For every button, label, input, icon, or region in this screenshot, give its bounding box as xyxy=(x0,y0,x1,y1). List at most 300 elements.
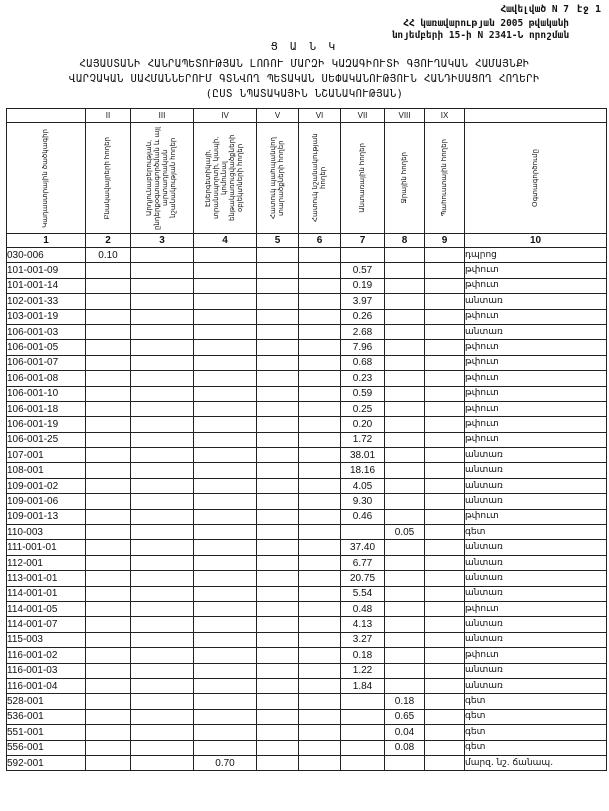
area-cell xyxy=(131,278,194,293)
cadastral-code-cell: 116-001-03 xyxy=(7,663,86,678)
area-cell xyxy=(341,709,385,724)
table-row xyxy=(7,586,607,601)
table-body xyxy=(7,248,607,771)
cadastral-code-cell: 114-001-01 xyxy=(7,586,86,601)
area-cell xyxy=(299,386,341,401)
usage-cell: դպրոց xyxy=(465,248,607,263)
area-cell xyxy=(385,417,425,432)
area-cell: 9.30 xyxy=(341,494,385,509)
area-cell xyxy=(194,371,257,386)
column-number: 3 xyxy=(131,234,194,248)
cadastral-code-cell: 106-001-18 xyxy=(7,401,86,416)
area-cell xyxy=(131,586,194,601)
area-cell xyxy=(257,509,299,524)
table-row xyxy=(7,555,607,570)
area-cell xyxy=(257,340,299,355)
area-cell xyxy=(385,540,425,555)
column-header-water-lands xyxy=(385,123,425,234)
area-cell xyxy=(299,755,341,770)
roman-header: II xyxy=(86,109,131,123)
area-cell xyxy=(86,432,131,447)
area-cell xyxy=(257,371,299,386)
area-cell xyxy=(299,678,341,693)
cadastral-code-cell: 101-001-14 xyxy=(7,278,86,293)
usage-cell: անտառ xyxy=(465,478,607,493)
column-number: 9 xyxy=(425,234,465,248)
area-cell xyxy=(425,448,465,463)
area-cell: 37.40 xyxy=(341,540,385,555)
area-cell xyxy=(131,494,194,509)
area-cell xyxy=(299,340,341,355)
area-cell xyxy=(425,525,465,540)
area-cell xyxy=(257,632,299,647)
column-number-row xyxy=(7,234,607,248)
document-title-line-2: ՎԱՐՉԱԿԱՆ ՍԱՀՄԱՆՆԵՐՈՒՄ ԳՏՆՎՈՂ ՊԵՏԱԿԱՆ ՍԵՓԱԿԱՆՈՒԹՅՈՒՆ ՀԱՆԴԻՍԱՑՈՂ ՀՈՂԵՐԻ xyxy=(69,73,540,85)
column-number: 4 xyxy=(194,234,257,248)
area-cell xyxy=(341,755,385,770)
area-cell xyxy=(299,417,341,432)
area-cell xyxy=(194,386,257,401)
table-row xyxy=(7,263,607,278)
usage-cell: թփուտ xyxy=(465,309,607,324)
area-cell: 0.19 xyxy=(341,278,385,293)
usage-cell: թփուտ xyxy=(465,340,607,355)
area-cell xyxy=(131,740,194,755)
area-cell xyxy=(257,617,299,632)
area-cell xyxy=(86,294,131,309)
area-cell xyxy=(341,725,385,740)
area-cell xyxy=(425,725,465,740)
area-cell xyxy=(299,725,341,740)
cadastral-code-cell: 102-001-33 xyxy=(7,294,86,309)
area-cell xyxy=(194,494,257,509)
area-cell xyxy=(425,663,465,678)
column-header-usage xyxy=(465,123,607,234)
column-number: 5 xyxy=(257,234,299,248)
area-cell xyxy=(385,509,425,524)
table-row xyxy=(7,740,607,755)
area-cell: 0.26 xyxy=(341,309,385,324)
column-number: 1 xyxy=(7,234,86,248)
area-cell xyxy=(194,663,257,678)
column-header-text: Արդյունաբերության, ընդերքօգտագործման և այլ արտադրական նշանակության հողեր xyxy=(146,126,177,230)
area-cell xyxy=(425,494,465,509)
usage-cell: անտառ xyxy=(465,540,607,555)
area-cell xyxy=(425,555,465,570)
area-cell xyxy=(86,278,131,293)
column-header-special-lands xyxy=(299,123,341,234)
cadastral-code-cell: 551-001 xyxy=(7,725,86,740)
table-row xyxy=(7,509,607,524)
usage-cell: անտառ xyxy=(465,663,607,678)
area-cell xyxy=(131,432,194,447)
area-cell xyxy=(86,263,131,278)
area-cell: 1.72 xyxy=(341,432,385,447)
usage-cell: անտառ xyxy=(465,494,607,509)
area-cell xyxy=(131,417,194,432)
column-header-text: Էներգետիկայի, տրանսպորտի, կապի, կոմունալ ենթակառուցվածքների օբյեկտների հողեր xyxy=(205,134,244,222)
area-cell xyxy=(425,248,465,263)
area-cell xyxy=(425,340,465,355)
usage-cell: անտառ xyxy=(465,571,607,586)
area-cell xyxy=(131,648,194,663)
area-cell xyxy=(385,263,425,278)
table-row xyxy=(7,525,607,540)
area-cell xyxy=(131,294,194,309)
area-cell xyxy=(257,755,299,770)
area-cell xyxy=(194,294,257,309)
area-cell xyxy=(257,309,299,324)
area-cell xyxy=(257,278,299,293)
area-cell xyxy=(299,709,341,724)
area-cell xyxy=(385,371,425,386)
table-row xyxy=(7,386,607,401)
area-cell: 1.84 xyxy=(341,678,385,693)
cadastral-code-cell: 030-006 xyxy=(7,248,86,263)
area-cell: 5.54 xyxy=(341,586,385,601)
area-cell xyxy=(385,478,425,493)
area-cell xyxy=(194,355,257,370)
area-cell xyxy=(194,571,257,586)
area-cell xyxy=(425,632,465,647)
area-cell xyxy=(425,648,465,663)
cadastral-code-cell: 111-001-01 xyxy=(7,540,86,555)
area-cell xyxy=(131,309,194,324)
area-cell xyxy=(257,586,299,601)
area-cell xyxy=(341,248,385,263)
usage-cell: անտառ xyxy=(465,448,607,463)
area-cell xyxy=(194,586,257,601)
area-cell xyxy=(385,632,425,647)
roman-header: V xyxy=(257,109,299,123)
area-cell: 0.18 xyxy=(385,694,425,709)
area-cell xyxy=(257,540,299,555)
usage-cell: թփուտ xyxy=(465,263,607,278)
area-cell: 0.08 xyxy=(385,740,425,755)
column-header-text: Անտառային հողեր xyxy=(358,143,366,213)
area-cell xyxy=(131,463,194,478)
table-row xyxy=(7,694,607,709)
area-cell xyxy=(86,617,131,632)
area-cell xyxy=(341,525,385,540)
area-cell xyxy=(257,740,299,755)
area-cell xyxy=(385,248,425,263)
usage-cell: թփուտ xyxy=(465,417,607,432)
table-row xyxy=(7,478,607,493)
area-cell xyxy=(425,463,465,478)
area-cell xyxy=(425,755,465,770)
area-cell xyxy=(257,432,299,447)
area-cell xyxy=(86,586,131,601)
area-cell xyxy=(385,678,425,693)
area-cell xyxy=(299,555,341,570)
area-cell xyxy=(131,509,194,524)
area-cell xyxy=(194,448,257,463)
usage-cell: գետ xyxy=(465,525,607,540)
area-cell xyxy=(257,571,299,586)
cadastral-code-cell: 115-003 xyxy=(7,632,86,647)
area-cell xyxy=(299,463,341,478)
area-cell xyxy=(299,694,341,709)
area-cell xyxy=(86,401,131,416)
area-cell: 38.01 xyxy=(341,448,385,463)
area-cell xyxy=(425,571,465,586)
column-header-text: Ջրային հողեր xyxy=(400,152,408,204)
roman-header xyxy=(465,109,607,123)
area-cell xyxy=(194,340,257,355)
usage-cell: թփուտ xyxy=(465,371,607,386)
area-cell xyxy=(131,555,194,570)
area-cell xyxy=(194,525,257,540)
area-cell xyxy=(257,448,299,463)
area-cell xyxy=(131,355,194,370)
cadastral-code-cell: 106-001-10 xyxy=(7,386,86,401)
usage-cell: գետ xyxy=(465,725,607,740)
area-cell xyxy=(131,663,194,678)
area-cell xyxy=(299,432,341,447)
area-cell xyxy=(385,355,425,370)
roman-header: VII xyxy=(341,109,385,123)
column-header-cadastral-code xyxy=(7,123,86,234)
document-title-line-1: ՀԱՅԱՍՏԱՆԻ ՀԱՆՐԱՊԵՏՈՒԹՅԱՆ ԼՈՌՈՒ ՄԱՐԶԻ ԿԱԶԱԳԻՈՒՏԻ ԳՅՈՒՂԱԿԱՆ ՀԱՄԱՅՆՔԻ xyxy=(79,58,530,70)
area-cell xyxy=(385,432,425,447)
area-cell: 3.27 xyxy=(341,632,385,647)
table-row xyxy=(7,401,607,416)
usage-cell: գետ xyxy=(465,694,607,709)
area-cell xyxy=(194,740,257,755)
table-row xyxy=(7,309,607,324)
area-cell xyxy=(299,309,341,324)
usage-cell: անտառ xyxy=(465,294,607,309)
table-row xyxy=(7,355,607,370)
column-number: 8 xyxy=(385,234,425,248)
area-cell xyxy=(385,617,425,632)
area-cell xyxy=(299,278,341,293)
roman-numeral-header-row xyxy=(7,109,607,123)
table-row xyxy=(7,571,607,586)
cadastral-code-cell: 113-001-01 xyxy=(7,571,86,586)
area-cell xyxy=(86,324,131,339)
area-cell xyxy=(194,725,257,740)
area-cell xyxy=(257,355,299,370)
area-cell xyxy=(299,586,341,601)
area-cell: 18.16 xyxy=(341,463,385,478)
area-cell xyxy=(257,494,299,509)
area-cell: 0.25 xyxy=(341,401,385,416)
area-cell xyxy=(385,663,425,678)
cadastral-code-cell: 106-001-07 xyxy=(7,355,86,370)
area-cell: 0.65 xyxy=(385,709,425,724)
area-cell xyxy=(131,525,194,540)
usage-cell: թփուտ xyxy=(465,648,607,663)
area-cell xyxy=(131,386,194,401)
area-cell: 20.75 xyxy=(341,571,385,586)
cadastral-code-cell: 116-001-02 xyxy=(7,648,86,663)
area-cell xyxy=(385,586,425,601)
area-cell xyxy=(299,324,341,339)
area-cell xyxy=(425,694,465,709)
area-cell xyxy=(194,601,257,616)
usage-cell: գետ xyxy=(465,709,607,724)
area-cell xyxy=(86,571,131,586)
area-cell xyxy=(299,601,341,616)
area-cell: 7.96 xyxy=(341,340,385,355)
area-cell xyxy=(131,725,194,740)
area-cell xyxy=(385,494,425,509)
area-cell xyxy=(86,371,131,386)
area-cell xyxy=(131,263,194,278)
area-cell xyxy=(194,509,257,524)
area-cell xyxy=(194,678,257,693)
area-cell: 3.97 xyxy=(341,294,385,309)
area-cell xyxy=(425,540,465,555)
annex-line-3: նոյեմբերի 15-ի N 2341-Ն որոշման xyxy=(391,30,569,41)
area-cell xyxy=(425,309,465,324)
area-cell xyxy=(194,324,257,339)
area-cell xyxy=(257,678,299,693)
area-cell xyxy=(385,755,425,770)
area-cell: 6.77 xyxy=(341,555,385,570)
column-title-row xyxy=(7,123,607,234)
area-cell xyxy=(86,509,131,524)
area-cell xyxy=(194,248,257,263)
column-number: 7 xyxy=(341,234,385,248)
column-header-text: Կադաստրային ծածկագիր xyxy=(42,128,49,228)
area-cell: 0.04 xyxy=(385,725,425,740)
cadastral-code-cell: 103-001-19 xyxy=(7,309,86,324)
usage-cell: թփուտ xyxy=(465,355,607,370)
area-cell xyxy=(131,709,194,724)
area-cell: 0.20 xyxy=(341,417,385,432)
area-cell xyxy=(194,278,257,293)
area-cell xyxy=(86,709,131,724)
area-cell xyxy=(299,494,341,509)
area-cell: 0.05 xyxy=(385,525,425,540)
area-cell xyxy=(257,648,299,663)
table-row xyxy=(7,463,607,478)
area-cell xyxy=(257,294,299,309)
table-row xyxy=(7,278,607,293)
area-cell xyxy=(257,478,299,493)
area-cell: 0.59 xyxy=(341,386,385,401)
roman-header: III xyxy=(131,109,194,123)
area-cell xyxy=(194,540,257,555)
area-cell xyxy=(131,340,194,355)
usage-cell: անտառ xyxy=(465,678,607,693)
area-cell xyxy=(425,586,465,601)
cadastral-code-cell: 107-001 xyxy=(7,448,86,463)
area-cell xyxy=(86,540,131,555)
area-cell: 1.22 xyxy=(341,663,385,678)
usage-cell: անտառ xyxy=(465,324,607,339)
area-cell xyxy=(425,509,465,524)
area-cell xyxy=(257,694,299,709)
column-header-text: Բնակավայրերի հողեր xyxy=(104,136,111,220)
usage-cell: անտառ xyxy=(465,586,607,601)
area-cell xyxy=(341,694,385,709)
area-cell xyxy=(194,617,257,632)
area-cell xyxy=(385,648,425,663)
cadastral-code-cell: 108-001 xyxy=(7,463,86,478)
cadastral-code-cell: 109-001-02 xyxy=(7,478,86,493)
area-cell xyxy=(86,632,131,647)
area-cell xyxy=(131,448,194,463)
area-cell xyxy=(86,355,131,370)
area-cell xyxy=(131,632,194,647)
area-cell xyxy=(257,417,299,432)
table-row xyxy=(7,663,607,678)
area-cell xyxy=(425,678,465,693)
area-cell xyxy=(86,694,131,709)
area-cell xyxy=(194,709,257,724)
area-cell xyxy=(86,478,131,493)
area-cell xyxy=(425,617,465,632)
area-cell xyxy=(257,709,299,724)
cadastral-code-cell: 592-001 xyxy=(7,755,86,770)
area-cell xyxy=(257,324,299,339)
area-cell xyxy=(425,371,465,386)
usage-cell: թփուտ xyxy=(465,432,607,447)
area-cell xyxy=(86,386,131,401)
area-cell xyxy=(86,648,131,663)
area-cell xyxy=(131,540,194,555)
area-cell xyxy=(131,248,194,263)
area-cell xyxy=(299,617,341,632)
area-cell xyxy=(86,555,131,570)
usage-cell: գետ xyxy=(465,740,607,755)
table-row xyxy=(7,755,607,770)
area-cell xyxy=(257,725,299,740)
area-cell: 0.57 xyxy=(341,263,385,278)
area-cell xyxy=(425,324,465,339)
column-header-text: Հատուկ պահպանվող տարածքների հողեր xyxy=(269,137,285,219)
usage-cell: մարզ. նշ. ճանապ. xyxy=(465,755,607,770)
area-cell xyxy=(194,432,257,447)
area-cell xyxy=(131,571,194,586)
cadastral-code-cell: 116-001-04 xyxy=(7,678,86,693)
column-number: 2 xyxy=(86,234,131,248)
roman-header: IX xyxy=(425,109,465,123)
area-cell xyxy=(425,417,465,432)
annex-line-1: Հավելված N 7 xyxy=(500,4,569,15)
area-cell xyxy=(385,463,425,478)
column-header-text: Պահուստային հողեր xyxy=(440,139,448,217)
area-cell xyxy=(425,740,465,755)
column-header-settlement-lands xyxy=(86,123,131,234)
cadastral-code-cell: 109-001-13 xyxy=(7,509,86,524)
area-cell xyxy=(299,371,341,386)
area-cell xyxy=(425,278,465,293)
area-cell xyxy=(194,417,257,432)
area-cell: 2.68 xyxy=(341,324,385,339)
table-row xyxy=(7,432,607,447)
area-cell: 4.13 xyxy=(341,617,385,632)
area-cell xyxy=(257,601,299,616)
cadastral-code-cell: 528-001 xyxy=(7,694,86,709)
area-cell xyxy=(299,571,341,586)
table-row xyxy=(7,709,607,724)
area-cell xyxy=(385,448,425,463)
area-cell xyxy=(86,525,131,540)
usage-cell: անտառ xyxy=(465,632,607,647)
roman-header xyxy=(7,109,86,123)
land-register-table xyxy=(6,108,607,771)
column-header-reserve-lands xyxy=(425,123,465,234)
column-header-forest-lands xyxy=(341,123,385,234)
roman-header: VIII xyxy=(385,109,425,123)
area-cell xyxy=(425,432,465,447)
area-cell xyxy=(385,386,425,401)
